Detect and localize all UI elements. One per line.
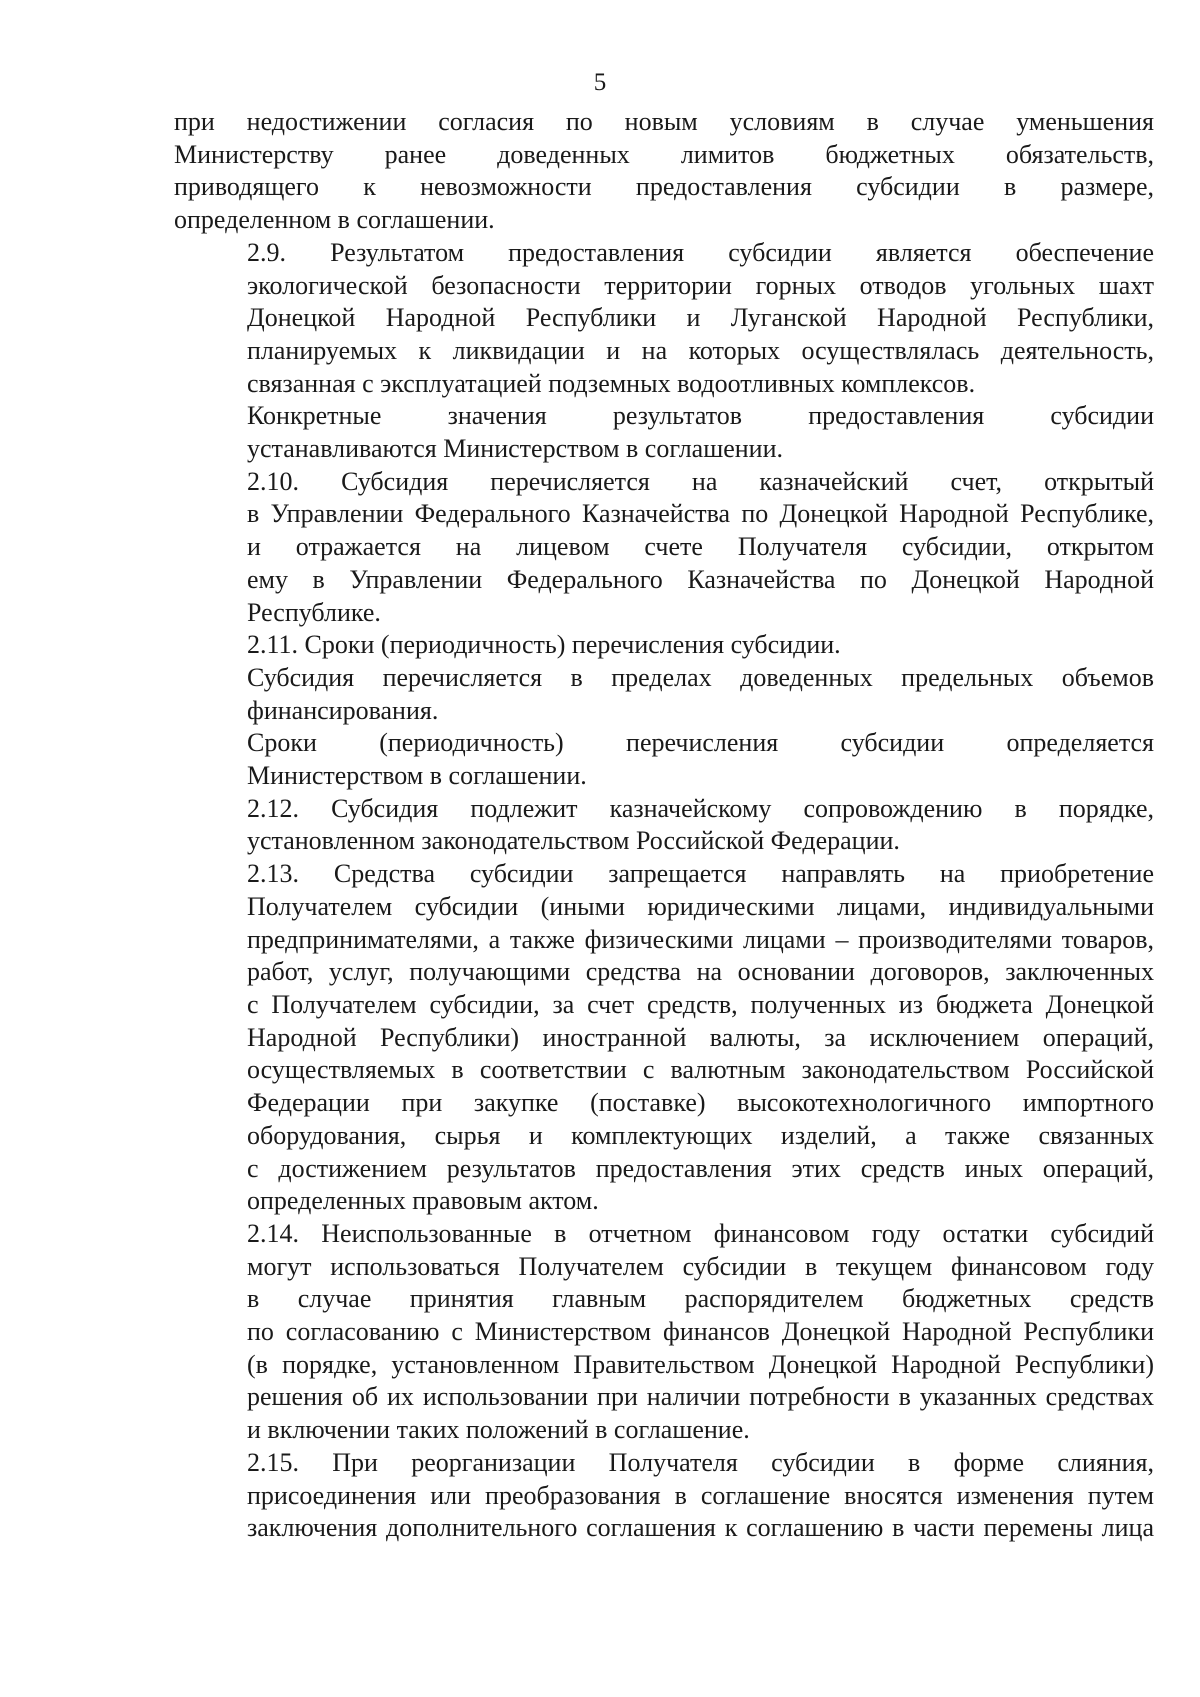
text-line: установленном законодательством Российской Федерации. [247,826,900,856]
text-line: Конкретные значения результатов предоставления субсидии [247,401,1154,431]
paragraph-p-2-9-b [174,400,1154,465]
paragraph-p-2-13 [174,858,1154,1218]
paragraph-p-2-11-c [174,727,1154,792]
paragraph-p-2-9 [174,237,1154,401]
text-line: работ, услуг, получающими средства на основании договоров, заключенных [247,957,1154,987]
text-line: Народной Республики) иностранной валюты, за исключением операций, [247,1022,1154,1052]
text-line: 2.15. При реорганизации Получателя субсидии в форме слияния, [247,1447,1154,1477]
paragraph-p-2-15 [174,1447,1154,1545]
paragraph-p-2-11-b [174,662,1154,727]
text-line: Сроки (периодичность) перечисления субсидии определяется [247,728,1154,758]
text-line: с Получателем субсидии, за счет средств, полученных из бюджета Донецкой [247,989,1154,1019]
text-line: при недостижении согласия по новым условиям в случае уменьшения [174,107,1154,136]
text-line: связанная с эксплуатацией подземных водоотливных комплексов. [247,368,976,398]
text-line: решения об их использовании при наличии потребности в указанных средствах [247,1382,1154,1412]
paragraph-p-2-12 [174,793,1154,858]
text-line: оборудования, сырья и комплектующих изделий, а также связанных [247,1120,1154,1150]
text-line: приводящего к невозможности предоставления субсидии в размере, [174,172,1154,202]
paragraph-p-2-14 [174,1218,1154,1447]
text-line: 2.10. Субсидия перечисляется на казначейский счет, открытый [247,466,1154,496]
text-line: по согласованию с Министерством финансов Донецкой Народной Республики [247,1317,1154,1347]
text-line: 2.12. Субсидия подлежит казначейскому сопровождению в порядке, [247,793,1154,823]
text-line: Министерству ранее доведенных лимитов бюджетных обязательств, [174,139,1154,169]
text-line: 2.9. Результатом предоставления субсидии является обеспечение [247,237,1154,267]
text-line: определенных правовым актом. [247,1186,599,1216]
text-line: в Управлении Федерального Казначейства по Донецкой Народной Республике, [247,499,1154,529]
text-line: и включении таких положений в соглашение. [247,1415,750,1445]
paragraph-p-2-10 [174,466,1154,630]
document-body [174,106,1154,1545]
text-line: устанавливаются Министерством в соглашении. [247,434,784,464]
paragraph-p-2-11 [174,629,1154,662]
text-line: присоединения или преобразования в соглашение вносятся изменения путем [247,1480,1154,1510]
text-line: могут использоваться Получателем субсидии в текущем финансовом году [247,1251,1154,1281]
text-line: 2.11. Сроки (периодичность) перечисления субсидии. [247,630,841,660]
text-line: определенном в соглашении. [174,205,495,235]
text-line: с достижением результатов предоставления этих средств иных операций, [247,1153,1154,1183]
paragraph-p-cont [174,106,1154,237]
text-line: планируемых к ликвидации и на которых осуществлялась деятельность, [247,335,1154,365]
text-line: (в порядке, установленном Правительством Донецкой Народной Республики) [247,1349,1154,1379]
text-line: Донецкой Народной Республики и Луганской Народной Республики, [247,303,1154,333]
text-line: Федерации при закупке (поставке) высокотехнологичного импортного [247,1088,1154,1118]
text-line: Республике. [247,597,381,627]
text-line: осуществляемых в соответствии с валютным законодательством Российской [247,1055,1154,1085]
text-line: 2.14. Неиспользованные в отчетном финансовом году остатки субсидий [247,1218,1154,1248]
text-line: предпринимателями, а также физическими лицами – производителями товаров, [247,924,1154,954]
text-line: Министерством в соглашении. [247,761,587,791]
text-line: в случае принятия главным распорядителем бюджетных средств [247,1284,1154,1314]
text-line: ему в Управлении Федерального Казначейства по Донецкой Народной [247,564,1154,594]
text-line: и отражается на лицевом счете Получателя субсидии, открытом [247,532,1154,562]
text-line: Субсидия перечисляется в пределах доведенных предельных объемов [247,662,1154,692]
text-line: экологической безопасности территории горных отводов угольных шахт [247,270,1154,300]
text-line: заключения дополнительного соглашения к соглашению в части перемены лица [247,1513,1154,1543]
text-line: 2.13. Средства субсидии запрещается направлять на приобретение [247,859,1154,889]
text-line: Получателем субсидии (иными юридическими лицами, индивидуальными [247,891,1154,921]
text-line: финансирования. [247,695,439,725]
page-number: 5 [593,69,607,96]
